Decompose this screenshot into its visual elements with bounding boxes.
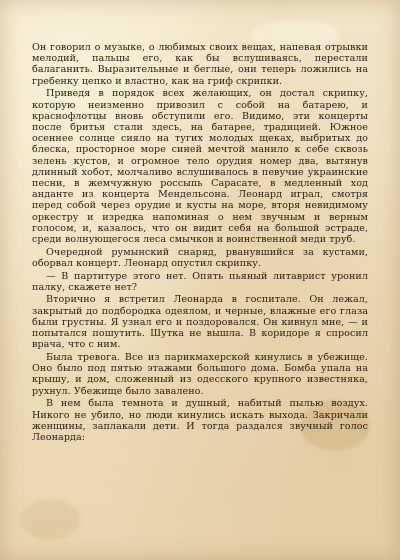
paragraph: Очередной румынский снаряд, рванувшийся за кустами, оборвал концерт. Леонард опустил скрипку. bbox=[32, 246, 368, 269]
paragraph: Была тревога. Все из парикмахерской кинулись в убежище. Оно было под пятью этажами большого дома. Бомба упала на крышу, и дом, сложенный из одесского крупного известняка, рухнул. Убежище было завалено. bbox=[32, 351, 368, 397]
page-text bbox=[32, 42, 368, 445]
paragraph: — В партитуре этого нет. Опять пьяный литаврист уронил палку, скажете нет? bbox=[32, 270, 368, 293]
paragraph: Он говорил о музыке, о любимых своих вещах, напевая отрывки мелодий, пальцы его, как бы вслушиваясь, перестали балаганить. Выразительные и беглые, они теперь ложились на гребенку цепко и властно, как на гриф скрипки. bbox=[32, 42, 368, 87]
paragraph: Приведя в порядок всех желающих, он достал скрипку, которую неизменно привозил с собой на батарею, и краснофлотцы вновь обступили его. Видимо, эти концерты после бритья стали здесь, на батарее, традицией. Южное осеннее солнце сияло на тугих молодых щеках, выбритых до блеска, просторное море синей мечтой манило к себе сквозь зелень кустов, и огромное тело орудия номер два, вытянув длинный хобот, молчаливо вслушивалось в певучие украинские песни, в жемчужную россыпь Сарасате, в медленный ход анданте из концерта Мендельсона. Леонард играл, смотря перед собой через орудие и кусты на море, вторя невидимому оркестру и изредка напоминая о нем звучным и верным голосом, и, казалось, что он видит себя на большой эстраде, среди волнующегося леса смычков и воинственной меди труб. bbox=[32, 88, 368, 245]
paper-stain bbox=[20, 500, 80, 540]
paragraph: Вторично я встретил Леонарда в госпитале. Он лежал, закрытый до подбородка одеялом, и черные, влажные его глаза были грустны. Я узнал его и поздоровался. Он кивнул мне, — и попытался пошутить. Шутка не вышла. В коридоре я спросил врача, что с ним. bbox=[32, 294, 368, 351]
paragraph: В нем была темнота и душный, набитый пылью воздух. Никого не убило, но люди кинулись искать выхода. Закричали женщины, заплакали дети. И тогда раздался звучный голос Леонарда: bbox=[32, 398, 368, 443]
